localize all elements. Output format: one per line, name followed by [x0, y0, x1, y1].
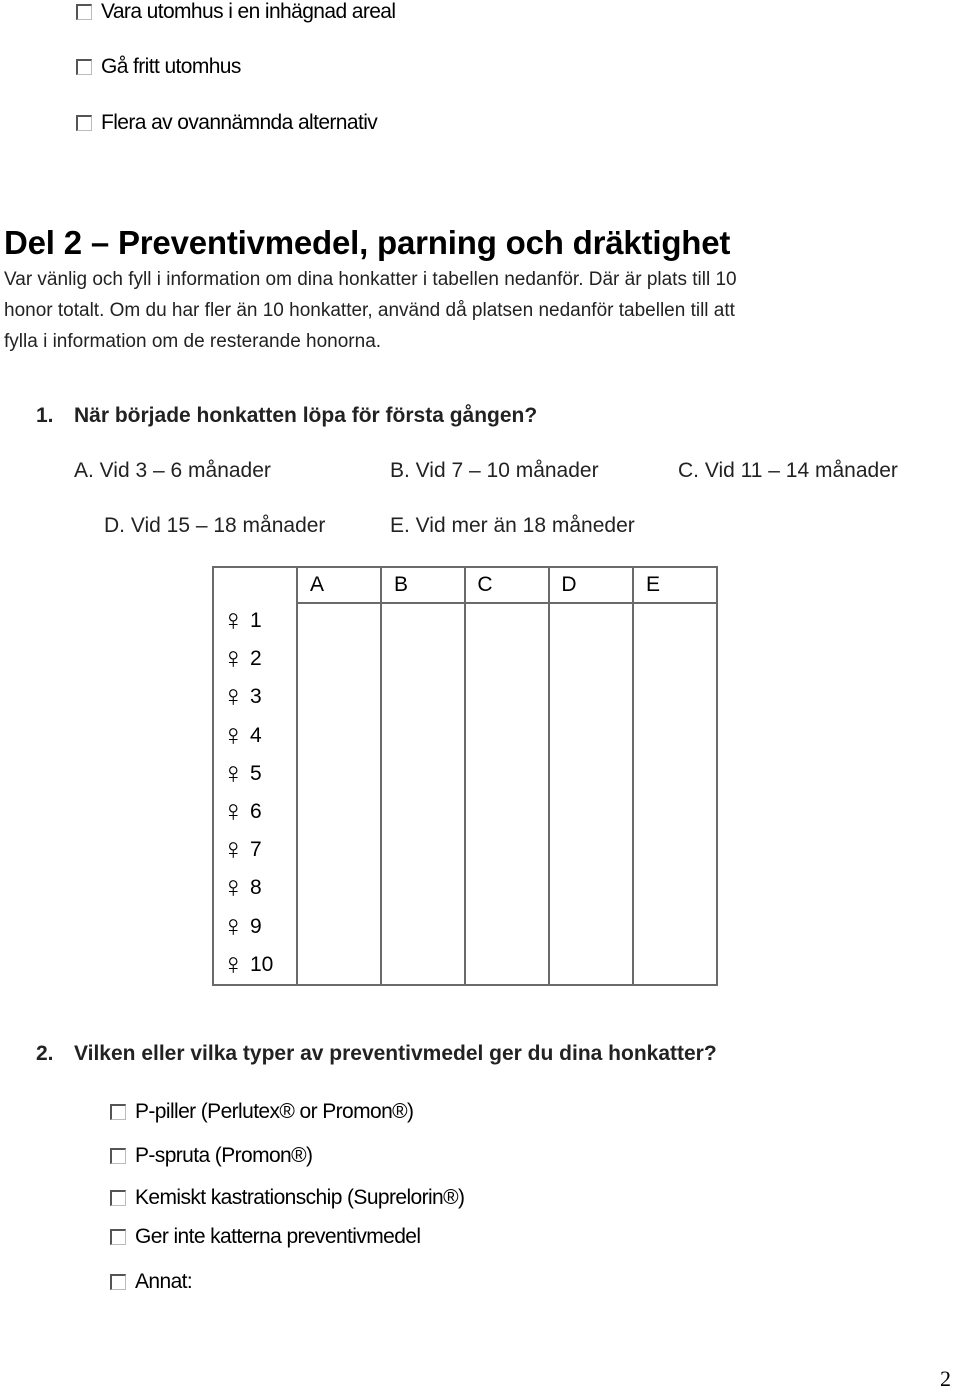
answer-option-b: B. Vid 7 – 10 månader — [390, 459, 599, 482]
female-icon: ♀ — [222, 795, 245, 829]
answer-column-b[interactable] — [381, 603, 465, 985]
question-2-number: 2. — [36, 1042, 54, 1065]
option-label: Annat: — [135, 1270, 193, 1293]
female-cat-row — [214, 869, 296, 907]
female-cat-row — [214, 831, 296, 869]
column-header-a: A — [297, 567, 381, 603]
option-no-contraceptive[interactable] — [110, 1225, 420, 1249]
female-icon: ♀ — [222, 718, 245, 752]
option-label: P-piller (Perlutex® or Promon®) — [135, 1100, 414, 1123]
answer-option-a: A. Vid 3 – 6 månader — [74, 459, 271, 482]
section-intro — [4, 264, 954, 357]
option-free-outdoor[interactable] — [76, 55, 241, 79]
checkbox[interactable] — [110, 1148, 126, 1164]
intro-line: fylla i information om de resterande honorna. — [4, 331, 382, 352]
answer-option-d: D. Vid 15 – 18 månader — [104, 514, 326, 537]
female-icon: ♀ — [222, 642, 245, 676]
cat-number: 1 — [250, 609, 262, 633]
cat-number: 5 — [250, 761, 262, 785]
checkbox[interactable] — [110, 1229, 126, 1245]
option-label: P-spruta (Promon®) — [135, 1144, 313, 1167]
checkbox[interactable] — [76, 115, 92, 131]
answer-column-d[interactable] — [549, 603, 633, 985]
female-cat-row — [214, 602, 296, 640]
female-icon: ♀ — [222, 833, 245, 867]
female-icon: ♀ — [222, 680, 245, 714]
option-other[interactable] — [110, 1270, 192, 1294]
answer-column-a[interactable] — [297, 603, 381, 985]
female-cat-row — [214, 640, 296, 678]
cat-number: 9 — [250, 914, 262, 938]
answer-column-c[interactable] — [465, 603, 549, 985]
female-icon: ♀ — [222, 909, 245, 943]
page-number: 2 — [940, 1366, 951, 1391]
option-multiple[interactable] — [76, 111, 377, 135]
answer-option-e: E. Vid mer än 18 måneder — [390, 514, 635, 537]
cat-number: 6 — [250, 800, 262, 824]
answer-grid — [212, 566, 718, 986]
option-p-piller[interactable] — [110, 1100, 413, 1124]
checkbox[interactable] — [110, 1274, 126, 1290]
answer-column-e[interactable] — [633, 603, 717, 985]
female-icon: ♀ — [222, 604, 245, 638]
female-icon: ♀ — [222, 871, 245, 905]
answer-option-c: C. Vid 11 – 14 månader — [678, 459, 898, 482]
section-heading: Del 2 – Preventivmedel, parning och dräktighet — [4, 224, 731, 261]
cat-number: 3 — [250, 685, 262, 709]
question-2-text: Vilken eller vilka typer av preventivmedel ger du dina honkatter? — [74, 1042, 717, 1065]
female-cat-row — [214, 908, 296, 946]
checkbox[interactable] — [110, 1104, 126, 1120]
option-label: Gå fritt utomhus — [101, 55, 241, 78]
cat-number: 2 — [250, 647, 262, 671]
question-1-text: När började honkatten löpa för första gången? — [74, 404, 538, 427]
cat-number: 4 — [250, 723, 262, 747]
female-cat-row — [214, 793, 296, 831]
cat-labels-column — [213, 567, 297, 985]
cat-number: 7 — [250, 838, 262, 862]
cat-number: 8 — [250, 876, 262, 900]
female-cat-row — [214, 717, 296, 755]
checkbox[interactable] — [76, 59, 92, 75]
cat-number: 10 — [250, 952, 274, 976]
female-cat-row — [214, 946, 296, 984]
option-label: Kemiskt kastrationschip (Suprelorin®) — [135, 1186, 465, 1209]
column-header-b: B — [381, 567, 465, 603]
question-1-number: 1. — [36, 404, 54, 427]
female-cat-row — [214, 755, 296, 793]
option-chip[interactable] — [110, 1186, 464, 1210]
female-cat-row — [214, 678, 296, 716]
intro-line: Var vänlig och fyll i information om dina honkatter i tabellen nedanför. Där är plats till 10 — [4, 269, 737, 290]
option-p-spruta[interactable] — [110, 1144, 312, 1168]
column-header-e: E — [633, 567, 717, 603]
checkbox[interactable] — [76, 4, 92, 20]
column-header-d: D — [549, 567, 633, 603]
option-label: Flera av ovannämnda alternativ — [101, 111, 378, 134]
intro-line: honor totalt. Om du har fler än 10 honkatter, använd då platsen nedanför tabellen till att — [4, 300, 735, 321]
option-label: Ger inte katterna preventivmedel — [135, 1225, 421, 1248]
female-icon: ♀ — [222, 756, 245, 790]
option-label: Vara utomhus i en inhägnad areal — [101, 0, 396, 23]
option-enclosed-outdoor[interactable] — [76, 0, 395, 24]
checkbox[interactable] — [110, 1190, 126, 1206]
column-header-c: C — [465, 567, 549, 603]
female-icon: ♀ — [222, 947, 245, 981]
